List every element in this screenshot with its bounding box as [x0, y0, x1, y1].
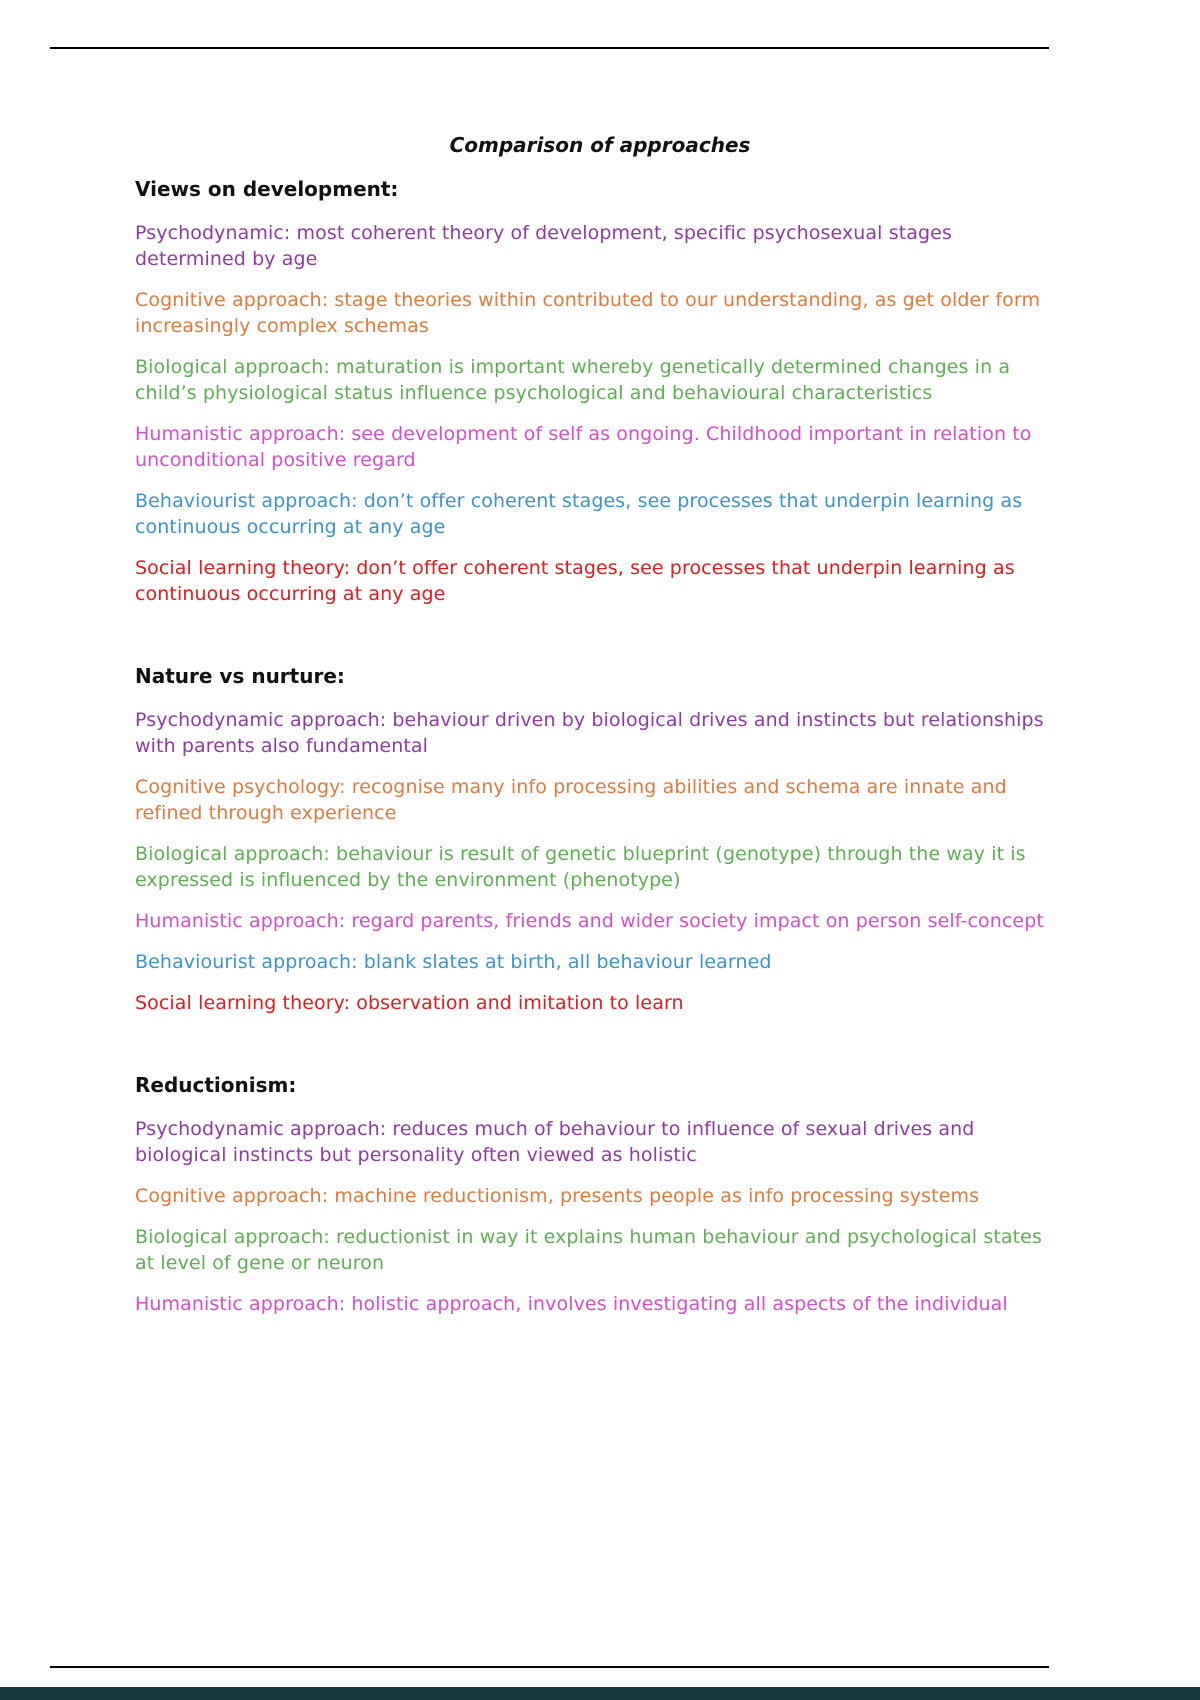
paragraph-cognitive: Cognitive psychology: recognise many info processing abilities and schema are innate and refined through experience: [135, 776, 1007, 824]
paragraph-humanistic: Humanistic approach: regard parents, friends and wider society impact on person self-concept: [135, 910, 1044, 932]
paragraph-humanistic: Humanistic approach: see development of self as ongoing. Childhood important in relation to unconditional positive regard: [135, 423, 1032, 471]
paragraph-cognitive: Cognitive approach: machine reductionism, presents people as info processing systems: [135, 1185, 980, 1207]
paragraph-biological: Biological approach: behaviour is result of genetic blueprint (genotype) through the way it is expressed is influenced by the environment (phenotype): [135, 843, 1026, 891]
paragraph-psychodynamic: Psychodynamic approach: reduces much of behaviour to influence of sexual drives and biological instincts but personality often viewed as holistic: [135, 1118, 975, 1166]
paragraph-social-learning: Social learning theory: observation and imitation to learn: [135, 992, 684, 1014]
section-nature-vs-nurture: [135, 663, 1065, 1016]
section-heading-reductionism: Reductionism:: [135, 1073, 297, 1097]
section-heading-views-on-development: Views on development:: [135, 177, 399, 201]
section-reductionism: [135, 1072, 1065, 1317]
paragraph-behaviourist: Behaviourist approach: blank slates at birth, all behaviour learned: [135, 951, 772, 973]
section-heading-nature-vs-nurture: Nature vs nurture:: [135, 664, 345, 688]
page-title: Comparison of approaches: [449, 133, 751, 157]
paragraph-social-learning: Social learning theory: don’t offer coherent stages, see processes that underpin learning as continuous occurring at any age: [135, 557, 1015, 605]
page-content: [135, 0, 1065, 1332]
paragraph-psychodynamic: Psychodynamic: most coherent theory of development, specific psychosexual stages determined by age: [135, 222, 952, 270]
paragraph-behaviourist: Behaviourist approach: don’t offer coherent stages, see processes that underpin learning as continuous occurring at any age: [135, 490, 1023, 538]
paragraph-biological: Biological approach: maturation is important whereby genetically determined changes in a child’s physiological status influence psychological and behavioural characteristics: [135, 356, 1011, 404]
paragraph-psychodynamic: Psychodynamic approach: behaviour driven by biological drives and instincts but relationships with parents also fundamental: [135, 709, 1044, 757]
paragraph-biological: Biological approach: reductionist in way it explains human behaviour and psychological states at level of gene or neuron: [135, 1226, 1042, 1274]
bottom-divider: [50, 1666, 1049, 1668]
paragraph-humanistic: Humanistic approach: holistic approach, involves investigating all aspects of the individual: [135, 1293, 1008, 1315]
section-views-on-development: [135, 176, 1065, 607]
footer-bar: [0, 1687, 1200, 1700]
paragraph-cognitive: Cognitive approach: stage theories within contributed to our understanding, as get older form increasingly complex schemas: [135, 289, 1041, 337]
